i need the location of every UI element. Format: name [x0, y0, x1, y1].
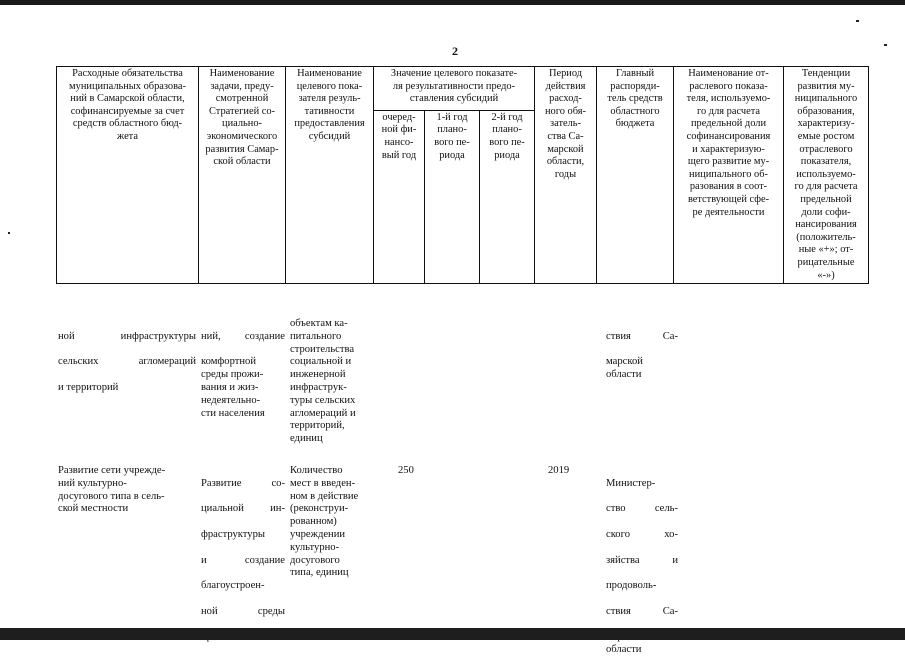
row2-indicator: Количество мест в введен- ном в действие (реконструи- рованном) учреждении культурно- досугового типа, единиц — [290, 465, 359, 579]
scan-bottom-border — [0, 628, 905, 640]
row2-chief-manager: Министер- ство сель- ского хо- зяйства и продоволь- ствия Са- области — [606, 477, 678, 656]
header-expense-obligations: Расходные обязательства муниципальных образова- ний в Самарской области, софинансируемые за счет средств областного бюд- жета — [57, 67, 199, 284]
row1-task: ний, создание комфортной среды прожи- вания и жиз- недеятельно- сти населения — [201, 330, 285, 419]
header-indicator-value: Значение целевого показате- ля результативности предо- ставления субсидий — [374, 67, 535, 111]
header-period: Период действия расход- ного обя- затель- ства Са- марской области, годы — [535, 67, 597, 284]
header-task-name: Наименование задачи, преду- смотренной Стратегией со- циально- экономического развития Самар- ской области — [199, 67, 286, 284]
header-target-indicator: Наименование целевого пока- зателя резуль- тативности предоставления субсидий — [286, 67, 374, 284]
header-sector-indicator: Наименование от- раслевого показа- теля, используемо- го для расчета предельной доли софинансирования и характеризую- щего развитие му- ниципального об- разования в соот- ветствующей сфе- ре деятельности — [674, 67, 784, 284]
header-trends: Тенденции развития му- ниципального образования, характеризу- емые ростом отраслевого показателя, используемо- го для расчета предельной доли софи- нансирования (положитель- ные «+»; от- рицательные «-») — [784, 67, 869, 284]
scan-speck — [856, 20, 859, 22]
row2-period: 2019 — [548, 465, 570, 476]
row1-chief-manager: ствия Са- марской области — [606, 330, 678, 381]
scan-speck — [884, 44, 887, 46]
row2-next-year-value: 250 — [398, 465, 414, 476]
table-header — [56, 66, 869, 284]
row1-indicator: объектам ка- питального строительства социальной и инженерной инфраструк- туры сельских агломераций и территорий, единиц — [290, 318, 356, 445]
header-next-year: очеред- ной фи- нансо- вый год — [374, 110, 425, 283]
row2-task: Развитие со- циальной ин- фраструктуры и создание благоустроен- ной среды — [201, 477, 285, 617]
row1-obligation: ной инфраструктуры сельских агломераций и территорий — [58, 330, 196, 393]
scan-speck — [8, 232, 10, 234]
header-chief-manager: Главный распоряди- тель средств областного бюджета — [597, 67, 674, 284]
scan-top-border — [0, 0, 905, 5]
header-plan-year-2: 2-й год плано- вого пе- риода — [480, 110, 535, 283]
row2-obligation: Развитие сети учрежде- ний культурно- досугового типа в сель- ской местности — [58, 465, 166, 515]
page-number: 2 — [452, 44, 458, 58]
header-plan-year-1: 1-й год плано- вого пе- риода — [425, 110, 480, 283]
